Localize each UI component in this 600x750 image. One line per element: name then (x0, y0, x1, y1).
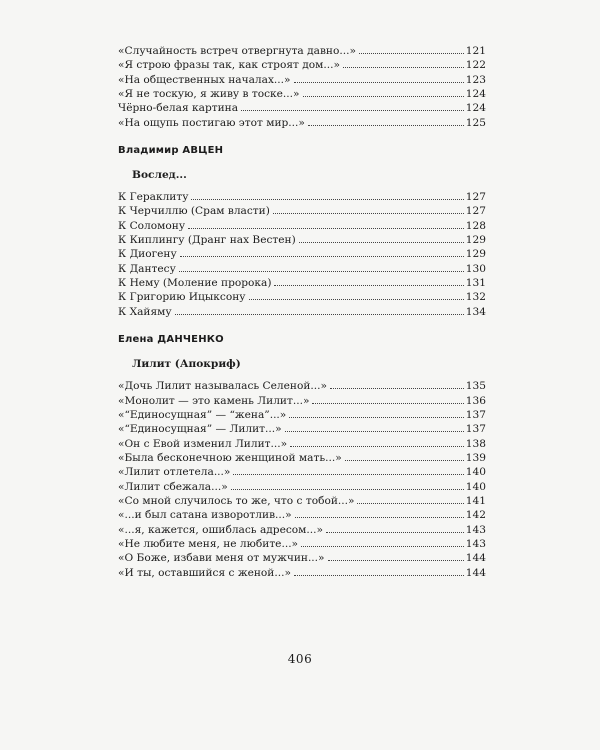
entry-page: 140 (465, 466, 486, 479)
page-number: 406 (287, 652, 313, 666)
toc-entry[interactable] (118, 101, 486, 115)
toc-section-2 (118, 144, 486, 319)
dot-leader (175, 313, 464, 315)
toc-entry[interactable] (118, 44, 486, 58)
toc-entry[interactable] (118, 465, 486, 479)
toc-entry[interactable] (118, 379, 486, 393)
entry-title: «Монолит — это камень Лилит...» (118, 394, 310, 407)
toc-entry[interactable] (118, 494, 486, 508)
toc-entry[interactable] (118, 233, 486, 247)
dot-leader (191, 198, 463, 200)
entry-title: «Была бесконечною женщиной мать...» (118, 451, 342, 464)
dot-leader (345, 459, 464, 461)
toc-entry[interactable] (118, 290, 486, 304)
toc-section-3 (118, 333, 486, 580)
entry-page: 134 (465, 305, 486, 318)
entry-title: «Я строю фразы так, как строят дом...» (118, 59, 340, 72)
dot-leader (273, 212, 464, 214)
cycle-heading: Лилит (Апокриф) (132, 358, 241, 371)
entry-page: 140 (465, 480, 486, 493)
entry-page: 143 (465, 537, 486, 550)
entry-title: «“Единосущная” — “жена”...» (118, 408, 287, 421)
entry-page: 129 (465, 248, 486, 261)
dot-leader (295, 516, 464, 518)
dot-leader (274, 284, 463, 286)
toc-entry[interactable] (118, 219, 486, 233)
dot-leader (312, 402, 463, 404)
entry-page: 138 (465, 437, 486, 450)
entry-title: «Со мной случилось то же, что с тобой...» (118, 494, 355, 507)
dot-leader (343, 66, 464, 68)
toc-entry[interactable] (118, 508, 486, 522)
dot-leader (299, 241, 464, 243)
entry-page: 127 (465, 205, 486, 218)
entry-page: 141 (465, 494, 486, 507)
entry-title: «О Боже, избави меня от мужчин...» (118, 552, 325, 565)
entry-title: К Черчиллю (Срам власти) (118, 205, 270, 218)
toc-entry[interactable] (118, 566, 486, 580)
entry-page: 130 (465, 262, 486, 275)
entry-title: «И ты, оставшийся с женой...» (118, 566, 291, 579)
toc-entry[interactable] (118, 190, 486, 204)
entry-page: 143 (465, 523, 486, 536)
dot-leader (285, 430, 464, 432)
entry-title: «...и был сатана изворотлив...» (118, 509, 292, 522)
dot-leader (231, 488, 464, 490)
dot-leader (179, 270, 464, 272)
entry-title: К Киплингу (Дранг нах Вестен) (118, 234, 296, 247)
toc-section-1 (118, 44, 486, 130)
entry-page: 127 (465, 191, 486, 204)
entry-title: «Дочь Лилит называлась Селеной...» (118, 380, 327, 393)
toc-entry[interactable] (118, 480, 486, 494)
toc-entry[interactable] (118, 408, 486, 422)
dot-leader (289, 416, 463, 418)
entry-title: «На общественных началах...» (118, 73, 291, 86)
author-heading: Владимир АВЦЕН (118, 145, 224, 157)
entry-page: 123 (465, 73, 486, 86)
dot-leader (188, 227, 464, 229)
dot-leader (326, 531, 464, 533)
cycle-heading: Вослед... (132, 169, 187, 182)
entry-title: «Не любите меня, не любите...» (118, 537, 299, 550)
dot-leader (308, 124, 464, 126)
entry-page: 137 (465, 423, 486, 436)
entry-title: «...я, кажется, ошиблась адресом...» (118, 523, 323, 536)
entry-page: 129 (465, 234, 486, 247)
entry-page: 136 (465, 394, 486, 407)
entry-title: «Случайность встреч отвергнута давно...» (118, 45, 356, 57)
toc-entry[interactable] (118, 437, 486, 451)
entry-title: «Я не тоскую, я живу в тоске...» (118, 88, 300, 101)
entry-title: «На ощупь постигаю этот мир...» (118, 116, 305, 129)
table-of-contents (118, 44, 486, 580)
dot-leader (249, 298, 464, 300)
toc-entry[interactable] (118, 394, 486, 408)
entry-title: К Дантесу (118, 262, 176, 275)
entry-page: 139 (465, 451, 486, 464)
entry-title: «“Единосущная” — Лилит...» (118, 423, 282, 436)
entry-title: К Диогену (118, 248, 177, 261)
dot-leader (357, 502, 463, 504)
toc-entry[interactable] (118, 537, 486, 551)
dot-leader (303, 95, 464, 97)
toc-entry[interactable] (118, 73, 486, 87)
toc-entry[interactable] (118, 87, 486, 101)
entry-title: К Гераклиту (118, 191, 189, 204)
dot-leader (241, 109, 464, 111)
entry-title: К Хайяму (118, 305, 172, 318)
entry-title: «Лилит сбежала...» (118, 480, 228, 493)
entry-page: 132 (465, 291, 486, 304)
entry-title: Чёрно-белая картина (118, 102, 239, 115)
dot-leader (294, 574, 464, 576)
entry-page: 142 (465, 509, 486, 522)
dot-leader (290, 445, 464, 447)
toc-entry[interactable] (118, 551, 486, 565)
entry-page: 135 (465, 380, 486, 393)
toc-entry[interactable] (118, 116, 486, 130)
toc-entry[interactable] (118, 523, 486, 537)
dot-leader (294, 81, 464, 83)
toc-entry[interactable] (118, 262, 486, 276)
dot-leader (301, 545, 464, 547)
dot-leader (233, 473, 463, 475)
entry-page: 144 (465, 566, 486, 579)
dot-leader (330, 387, 464, 389)
entry-page: 144 (465, 552, 486, 565)
entry-page: 131 (465, 277, 486, 290)
toc-entry[interactable] (118, 451, 486, 465)
entry-page: 122 (465, 59, 486, 72)
toc-entry[interactable] (118, 422, 486, 436)
entry-title: «Лилит отлетела...» (118, 466, 231, 479)
entry-title: К Григорию Ицыксону (118, 291, 246, 304)
author-heading: Елена ДАНЧЕНКО (118, 334, 224, 346)
entry-page: 125 (465, 116, 486, 129)
entry-page: 128 (465, 219, 486, 232)
toc-entry[interactable] (118, 276, 486, 290)
dot-leader (180, 255, 464, 257)
entry-page: 137 (465, 408, 486, 421)
entry-title: К Соломону (118, 219, 186, 232)
toc-entry[interactable] (118, 204, 486, 218)
entry-page: 124 (465, 102, 486, 115)
entry-page: 121 (465, 45, 486, 57)
toc-entry[interactable] (118, 305, 486, 319)
toc-entry[interactable] (118, 247, 486, 261)
dot-leader (359, 52, 464, 54)
entry-title: «Он с Евой изменил Лилит...» (118, 437, 288, 450)
entry-title: К Нему (Моление пророка) (118, 277, 272, 290)
toc-entry[interactable] (118, 58, 486, 72)
dot-leader (328, 559, 464, 561)
entry-page: 124 (465, 88, 486, 101)
